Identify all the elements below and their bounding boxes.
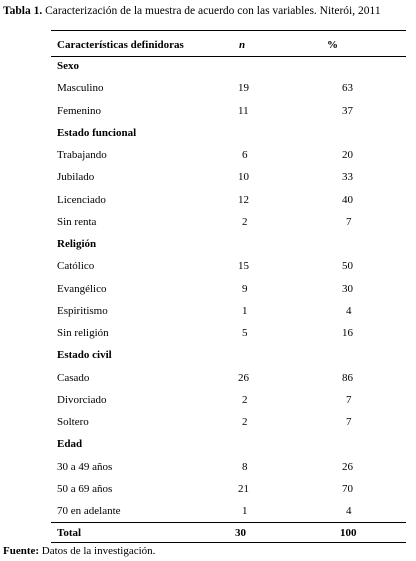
row-label: Casado xyxy=(57,371,90,384)
row-percent: 50 xyxy=(342,260,353,273)
row-percent: 7 xyxy=(346,215,352,228)
header-n: n xyxy=(239,39,246,51)
row-percent: 70 xyxy=(342,482,353,495)
row-n: 2 xyxy=(242,416,248,428)
row-percent: 7 xyxy=(346,416,352,428)
group-label: Religión xyxy=(57,238,97,250)
row-percent: 4 xyxy=(346,505,352,517)
row-label: 50 a 69 años xyxy=(57,482,113,495)
row-n: 15 xyxy=(238,260,249,273)
source-label: Fuente: xyxy=(3,545,40,557)
row-percent: 20 xyxy=(342,149,353,161)
group-row xyxy=(0,125,416,141)
row-percent: 16 xyxy=(342,327,353,339)
row-n: 21 xyxy=(238,482,249,495)
table-row xyxy=(0,503,416,519)
source-text: Datos de la investigación. xyxy=(41,545,156,557)
row-percent: 7 xyxy=(346,393,352,406)
total-n: 30 xyxy=(235,527,246,539)
header-row xyxy=(0,37,416,53)
table-row xyxy=(0,414,416,430)
total-rule xyxy=(51,522,406,523)
row-label: Licenciado xyxy=(57,193,106,206)
row-label: Jubilado xyxy=(57,171,95,184)
row-percent: 33 xyxy=(342,171,353,184)
table-row xyxy=(0,192,416,208)
row-label: Soltero xyxy=(57,416,89,428)
bottom-rule xyxy=(51,542,406,543)
group-row xyxy=(0,347,416,363)
caption-text: Caracterización de la muestra de acuerdo con las variables. Niterói, 2011 xyxy=(45,5,381,17)
table-row xyxy=(0,258,416,274)
total-percent: 100 xyxy=(340,527,357,539)
row-n: 9 xyxy=(242,282,248,295)
group-row xyxy=(0,436,416,452)
row-n: 8 xyxy=(242,460,248,473)
group-label: Estado funcional xyxy=(57,126,137,139)
table-row xyxy=(0,147,416,163)
table-row xyxy=(0,214,416,230)
header-rule xyxy=(51,56,406,57)
row-label: Sin religión xyxy=(57,327,109,339)
row-n: 2 xyxy=(242,215,248,228)
row-label: Trabajando xyxy=(57,149,107,161)
row-label: Católico xyxy=(57,260,95,273)
row-label: Divorciado xyxy=(57,393,107,406)
group-label: Sexo xyxy=(57,60,79,72)
header-characteristics: Características definidoras xyxy=(57,39,184,51)
row-n: 2 xyxy=(242,393,248,406)
row-label: Evangélico xyxy=(57,282,107,295)
row-n: 10 xyxy=(238,171,249,184)
row-percent: 63 xyxy=(342,82,353,95)
row-n: 6 xyxy=(242,149,248,161)
row-percent: 40 xyxy=(342,193,353,206)
table-row xyxy=(0,392,416,408)
table-row xyxy=(0,303,416,319)
row-label: 70 en adelante xyxy=(57,505,121,517)
table-row xyxy=(0,459,416,475)
table-row xyxy=(0,281,416,297)
row-n: 19 xyxy=(238,82,249,95)
table-row xyxy=(0,370,416,386)
row-label: 30 a 49 años xyxy=(57,460,113,473)
row-n: 5 xyxy=(242,327,248,339)
row-n: 12 xyxy=(238,193,249,206)
row-percent: 4 xyxy=(346,304,352,317)
table-row xyxy=(0,481,416,497)
table-source xyxy=(3,545,155,557)
group-row xyxy=(0,58,416,74)
row-percent: 26 xyxy=(342,460,353,473)
group-row xyxy=(0,236,416,252)
group-label: Estado civil xyxy=(57,349,112,362)
row-n: 1 xyxy=(242,505,248,517)
table-row xyxy=(0,169,416,185)
row-n: 26 xyxy=(238,371,249,384)
total-row xyxy=(0,525,416,541)
table-caption xyxy=(3,5,381,17)
table-row xyxy=(0,103,416,119)
table-row xyxy=(0,80,416,96)
top-rule xyxy=(51,30,406,31)
row-label: Sin renta xyxy=(57,215,97,228)
row-label: Masculino xyxy=(57,82,104,95)
group-label: Edad xyxy=(57,438,83,451)
caption-label: Tabla 1. xyxy=(3,5,43,17)
row-label: Femenino xyxy=(57,104,101,117)
row-percent: 30 xyxy=(342,282,353,295)
header-percent: % xyxy=(327,39,338,51)
row-percent: 86 xyxy=(342,371,353,384)
table-row xyxy=(0,325,416,341)
row-n: 11 xyxy=(238,104,249,117)
row-n: 1 xyxy=(242,304,248,317)
row-percent: 37 xyxy=(342,104,353,117)
row-label: Espiritismo xyxy=(57,304,108,317)
total-label: Total xyxy=(57,527,82,539)
